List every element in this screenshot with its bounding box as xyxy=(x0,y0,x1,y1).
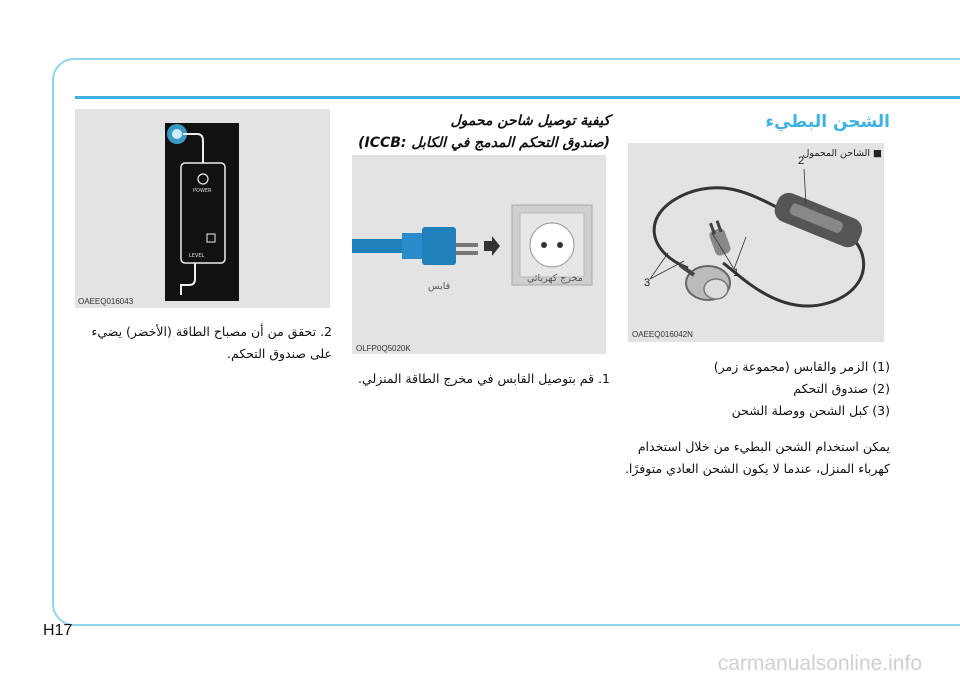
device-level-label: LEVEL xyxy=(189,253,205,259)
step-1: 1. قم بتوصيل القابس في مخرج الطاقة المنزلي. xyxy=(358,371,610,386)
control-box-photo xyxy=(75,109,330,308)
image-code-left: OAEEQ016043 xyxy=(78,297,134,306)
device-power-label: POWER xyxy=(193,188,212,194)
portable-charger-illustration xyxy=(628,143,884,342)
watermark: carmanualsonline.info xyxy=(717,652,922,675)
section-title: الشحن البطيء xyxy=(765,112,890,132)
step-2-line1: 2. تحقق من أن مصباح الطاقة (الأخضر) يضيء xyxy=(91,324,332,339)
subsection-title xyxy=(345,110,610,154)
image-code-middle: OLFP0Q5020K xyxy=(356,344,411,353)
callout-2: 2 xyxy=(798,155,805,167)
subsection-title-line1: كيفية توصيل شاحن محمول xyxy=(450,113,610,129)
list-item: (3) كبل الشحن ووصلة الشحن xyxy=(731,403,890,418)
step-2 xyxy=(74,321,332,365)
subsection-title-line2: (صندوق التحكم المدمج في الكابل :ICCB) xyxy=(358,135,610,151)
step-2-line2: على صندوق التحكم. xyxy=(227,346,332,361)
portable-charger-photo xyxy=(628,143,884,342)
right-item-list xyxy=(630,356,890,422)
list-item: (2) صندوق التحكم xyxy=(793,381,890,396)
header-rule xyxy=(75,96,960,99)
paragraph-line: يمكن استخدام الشحن البطيء من خلال استخدام xyxy=(637,439,890,454)
callout-3: 3 xyxy=(644,277,651,289)
paragraph-line: كهرباء المنزل، عندما لا يكون الشحن العادي متوفرًا. xyxy=(624,461,890,476)
control-box-illustration xyxy=(75,109,330,308)
right-paragraph xyxy=(620,436,890,480)
outlet-plug-illustration xyxy=(352,155,606,354)
plug-label: قابس xyxy=(428,281,451,292)
page-number: H17 xyxy=(43,622,73,639)
legend-label: ■ الشاحن المحمول xyxy=(802,148,882,159)
outlet-plug-photo xyxy=(352,155,606,354)
callout-1: 1 xyxy=(733,267,740,279)
outlet-label: مخرج كهربائي xyxy=(527,273,583,284)
image-code-right: OAEEQ016042N xyxy=(632,330,693,339)
list-item: (1) الزمر والقابس (مجموعة زمر) xyxy=(713,359,890,374)
